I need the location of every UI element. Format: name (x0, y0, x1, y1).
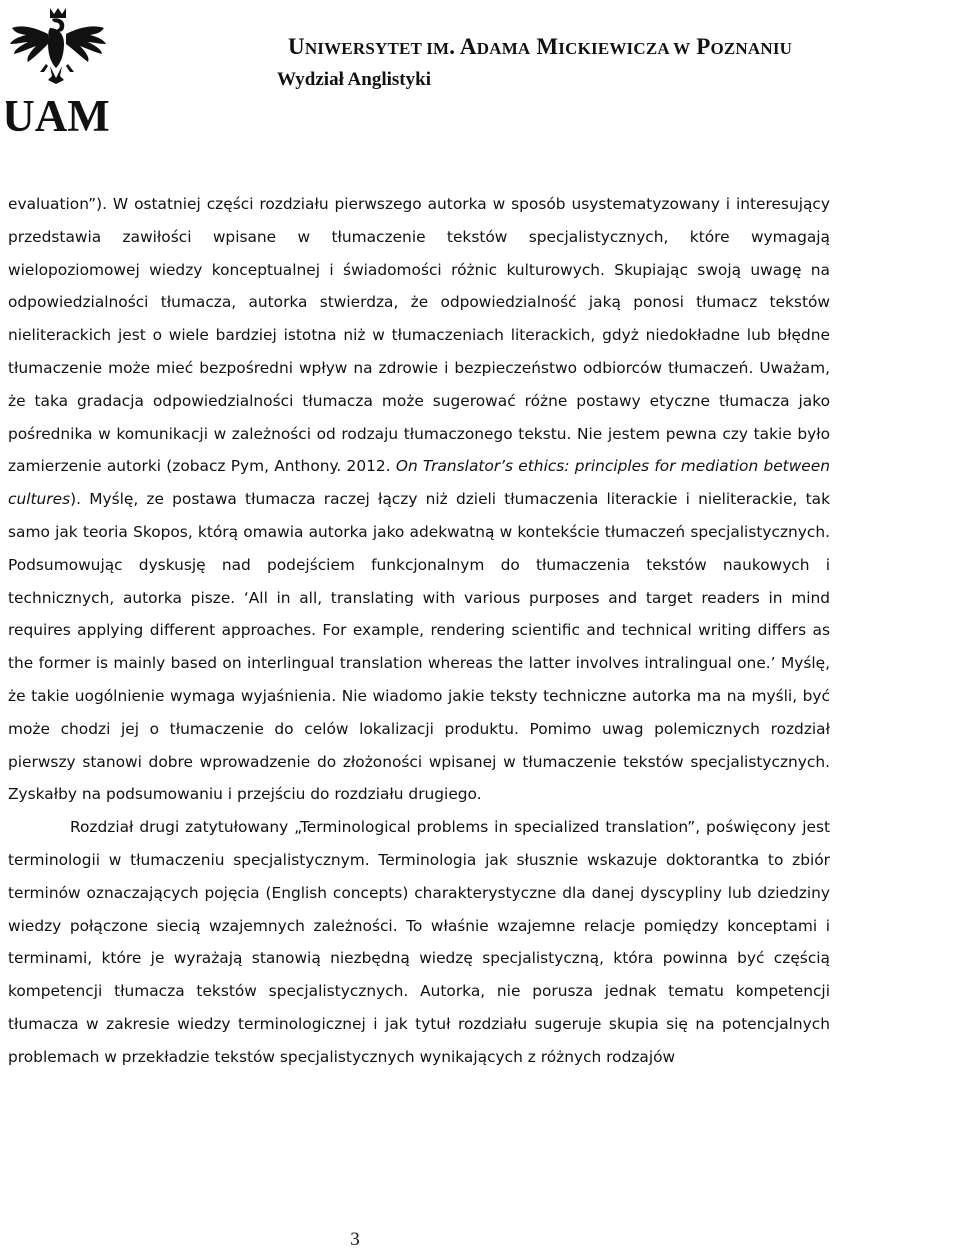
university-part: POZNANIU (690, 34, 793, 59)
eagle-emblem-icon (6, 4, 110, 134)
university-part: MICKIEWICZA W (530, 34, 691, 59)
uam-logo (6, 4, 110, 134)
text-segment: Rozdział drugi zatytułowany „Terminological problems in specialized translation”, poświęcony jest terminologii w tłumaczeniu specjalistycznym. Terminologia jak słusznie wskazuje doktorantka to zbiór terminów oznaczających pojęcia (English concepts) charakterystyczne dla danej dyscypliny lub dziedziny wiedzy połączone siecią wzajemnych zależności. To właśnie wzajemne relacje pomiędzy konceptami i terminami, które je wyrażają stanowią niezbędną wiedzę specjalistyczną, która powinna być częścią kompetencji tłumacza tekstów specjalistycznych. Autorka, nie porusza jednak tematu kompetencji tłumacza w zakresie wiedzy terminologicznej i jak tytuł rozdziału sugeruje skupia się na potencjalnych problemach w przekładzie tekstów specjalistycznych wynikających z różnych rodzajów (8, 818, 830, 1066)
italic-citation: On Translator’s ethics: principles for mediation between cultures (8, 457, 830, 509)
paragraph (8, 811, 830, 1073)
university-part: . ADAMA (449, 34, 531, 59)
university-name (288, 34, 792, 60)
text-segment: evaluation”). W ostatniej części rozdziału pierwszego autorka w sposób usystematyzowany i interesujący przedstawia zawiłości wpisane w tłumaczenie tekstów specjalistycznych, które wymagają wielopoziomowej wiedzy konceptualnej i świadomości różnic kulturowych. Skupiając swoją uwagę na odpowiedzialności tłumacza, autorka stwierdza, że odpowiedzialność jaką ponosi tłumacz tekstów nieliterackich jest o wiele bardziej istotna niż w tłumaczeniach literackich, gdyż niedokładne lub błędne tłumaczenie może mieć bezpośredni wpływ na zdrowie i bezpieczeństwo odbiorców tłumaczeń. Uważam, że taka gradacja odpowiedzialności tłumacza może sugerować różne postawy etyczne tłumacza jako pośrednika w komunikacji w zależności od rodzaju tłumaczonego tekstu. Nie jestem pewna czy takie było zamierzenie autorki (zobacz Pym, Anthony. 2012. (8, 195, 830, 476)
department-name: Wydział Anglistyki (277, 69, 431, 90)
university-part: UNIWERSYTET IM (288, 34, 450, 59)
document-body (8, 188, 830, 1074)
paragraph (8, 188, 830, 811)
logo-text: UAM (6, 91, 110, 134)
text-segment: ). Myślę, ze postawa tłumacza raczej łączy niż dzieli tłumaczenia literackie i nieliterackie, tak samo jak teoria Skopos, którą omawia autorka jako adekwatną w kontekście tłumaczeń specjalistycznych. Podsumowując dyskusję nad podejściem funkcjonalnym do tłumaczenia tekstów naukowych i technicznych, autorka pisze. ‘All in all, translating with various purposes and target readers in mind requires applying different approaches. For example, rendering scientific and technical writing differs as the former is mainly based on interlingual translation whereas the latter involves intralingual one.’ Myślę, że takie uogólnienie wymaga wyjaśnienia. Nie wiadomo jakie teksty techniczne autorka ma na myśli, być może chodzi jej o tłumaczenie do celów lokalizacji produktu. Pomimo uwag polemicznych rozdział pierwszy stanowi dobre wprowadzenie do złożoności wpisanej w tłumaczenie tekstów specjalistycznych. Zyskałby na podsumowaniu i przejściu do rozdziału drugiego. (8, 490, 830, 804)
page-number: 3 (350, 1229, 360, 1250)
